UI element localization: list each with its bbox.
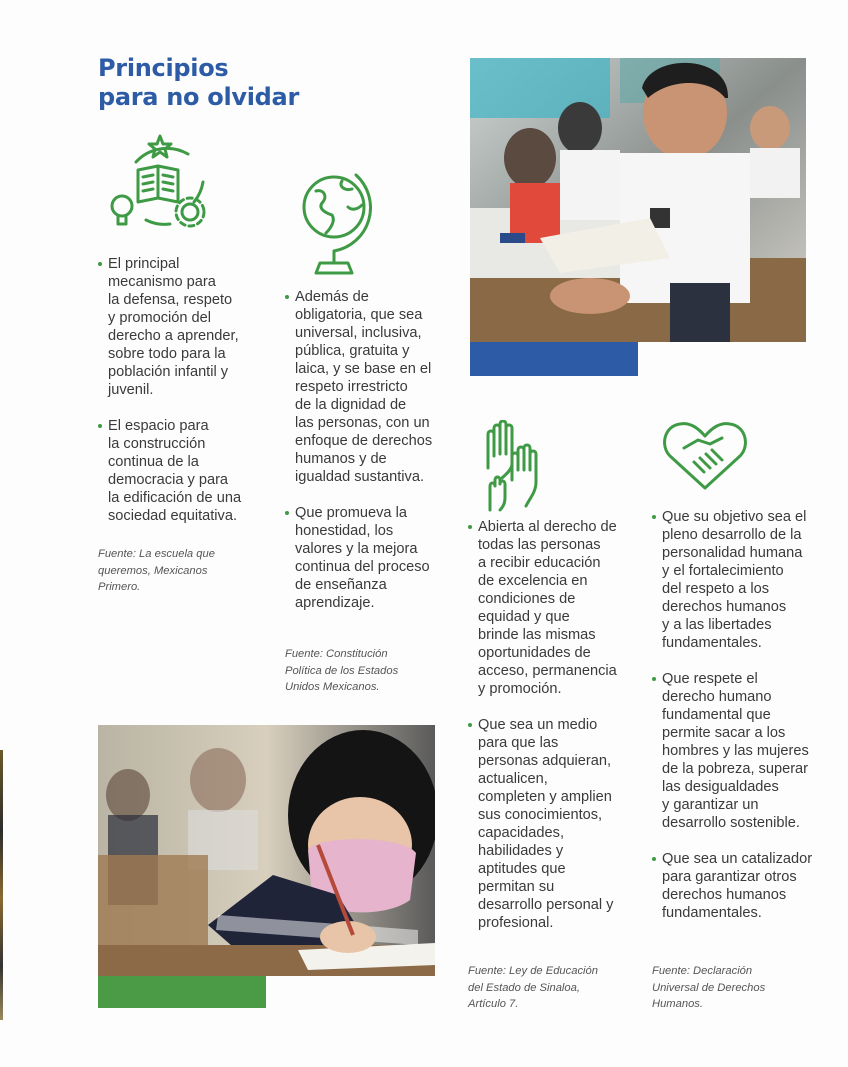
column-4-bullet: Que sea un catalizador para garantizar otros derechos humanos fundamentales. bbox=[652, 850, 822, 922]
title-line-2: para no olvidar bbox=[98, 83, 299, 111]
column-4 bbox=[652, 508, 822, 940]
column-4-bullet: Que su objetivo sea el pleno desarrollo de la personalidad humana y el fortalecimiento del respeto a los derechos humanos y a las libertades fundamentales. bbox=[652, 508, 822, 652]
handshake-heart-icon bbox=[660, 418, 750, 492]
column-1-bullets bbox=[98, 255, 268, 525]
column-4-bullet: Que respete el derecho humano fundamental que permite sacar a los hombres y las mujeres de la pobreza, superar las desigualdades y garantizar un desarrollo sostenible. bbox=[652, 670, 822, 832]
column-2 bbox=[285, 288, 460, 630]
education-cycle-icon bbox=[108, 132, 212, 232]
column-3 bbox=[468, 518, 628, 950]
column-1-source: Fuente: La escuela que queremos, Mexicanos Primero. bbox=[98, 548, 215, 593]
column-1-bullet: El principal mecanismo para la defensa, respeto y promoción del derecho a aprender, sobre todo para la población infantil y juvenil. bbox=[98, 255, 268, 399]
column-2-bullets bbox=[285, 288, 460, 612]
globe-icon bbox=[298, 163, 372, 279]
student-writing-photo bbox=[98, 725, 435, 976]
blue-accent-bar bbox=[470, 342, 638, 376]
column-2-bullet: Que promueva la honestidad, los valores y la mejora continua del proceso de enseñanza aprendizaje. bbox=[285, 504, 460, 612]
column-4-source: Fuente: Declaración Universal de Derechos Humanos. bbox=[652, 965, 766, 1010]
column-1-bullet: El espacio para la construcción continua de la democracia y para la edificación de una sociedad equitativa. bbox=[98, 417, 268, 525]
column-3-bullets bbox=[468, 518, 628, 932]
column-3-bullet: Que sea un medio para que las personas adquieran, actualicen, completen y amplien sus conocimientos, capacidades, habilidades y aptitudes que permitan su desarrollo personal y profesional. bbox=[468, 716, 628, 932]
column-1 bbox=[98, 255, 268, 543]
column-3-bullet: Abierta al derecho de todas las personas a recibir educación de excelencia en condiciones de equidad y que brinde las mismas oportunidades de acceso, permanencia y promoción. bbox=[468, 518, 628, 698]
raised-hands-icon bbox=[482, 420, 550, 512]
column-4-bullets bbox=[652, 508, 822, 922]
classroom-photo-top bbox=[470, 58, 806, 342]
column-3-source: Fuente: Ley de Educación del Estado de Sinaloa, Artículo 7. bbox=[468, 965, 598, 1010]
page-title bbox=[98, 54, 358, 112]
green-accent-bar bbox=[98, 976, 266, 1008]
column-2-bullet: Además de obligatoria, que sea universal, inclusiva, pública, gratuita y laica, y se base en el respeto irrestricto de la dignidad de las personas, con un enfoque de derechos humanos y de igualdad sustantiva. bbox=[285, 288, 460, 486]
title-line-1: Principios bbox=[98, 54, 229, 82]
page-edge-strip bbox=[0, 750, 3, 1020]
column-2-source: Fuente: Constitución Política de los Estados Unidos Mexicanos. bbox=[285, 648, 399, 693]
